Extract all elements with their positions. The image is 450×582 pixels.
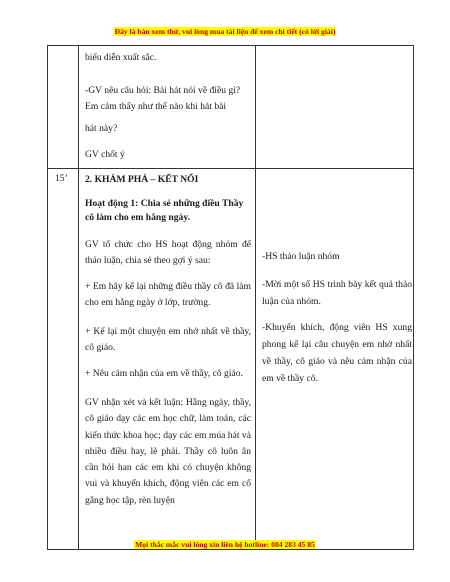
preview-notice-banner (0, 27, 450, 36)
teacher-paragraph: GV nhận xét và kết luận: Hằng ngày, thầy, cô giáo dạy các em học chữ, làm toán, các kiến thức khoa học; dạy các em múa hát và nhiều điều hay, lẽ phải. Thầy cô luôn ân cần hỏi han các em khi có chuyện không vui và khuyến khích, động viên các em cố gắng học tập, rèn luyện (85, 397, 251, 506)
student-line: -Khuyến khích, động viên HS xung phong kể lại câu chuyện em nhớ nhất về thầy, cô giáo và nêu cảm nhận của em về thầy cô. (262, 322, 412, 384)
student-activity-cell (256, 46, 414, 169)
teacher-line: biểu diễn xuất sắc. (85, 52, 157, 63)
time-label: 15’ (55, 173, 68, 184)
table-row (48, 46, 414, 169)
teacher-activity-cell (79, 46, 256, 169)
preview-notice-text: Đây là bản xem thử, vui lòng mua tài liệu để xem chi tiết (có lời giải) (114, 27, 336, 36)
teacher-line: -GV nêu câu hỏi: Bài hát nói về điều gì? Em cảm thấy như thế nào khi hát bài (85, 85, 241, 112)
lesson-plan-table (47, 45, 414, 550)
teacher-paragraph: + Nêu cảm nhận của em về thầy, cô giáo. (85, 368, 243, 379)
teacher-activity-cell (79, 169, 256, 550)
student-line: -HS thảo luận nhóm (262, 251, 340, 262)
student-line: -Mời một số HS trình bày kết quả thảo luận của nhóm. (262, 279, 412, 307)
hotline-banner (0, 540, 450, 549)
activity-title: Hoạt động 1: Chia sẻ những điều Thầy cô làm cho em hằng ngày. (85, 198, 244, 223)
time-cell (48, 169, 79, 550)
teacher-line: GV chốt ý (85, 149, 125, 160)
section-title: 2. KHÁM PHÁ – KẾT NỐI (85, 174, 199, 185)
teacher-paragraph: GV tổ chức cho HS hoạt động nhóm để thảo luận, chia sẻ theo gợi ý sau: (85, 239, 251, 266)
time-cell (48, 46, 79, 169)
table-row (48, 169, 414, 550)
teacher-paragraph: + Kể lại một chuyện em nhớ nhất về thầy, cô giáo. (85, 326, 251, 353)
teacher-paragraph: + Em hãy kể lại những điều thầy cô đã làm cho em hằng ngày ở lớp, trường. (85, 281, 251, 308)
teacher-line: hát này? (85, 123, 118, 134)
student-activity-cell (256, 169, 414, 550)
hotline-text: Mọi thắc mắc vui lòng xin liên hệ hotline: 084 283 45 85 (135, 540, 315, 549)
